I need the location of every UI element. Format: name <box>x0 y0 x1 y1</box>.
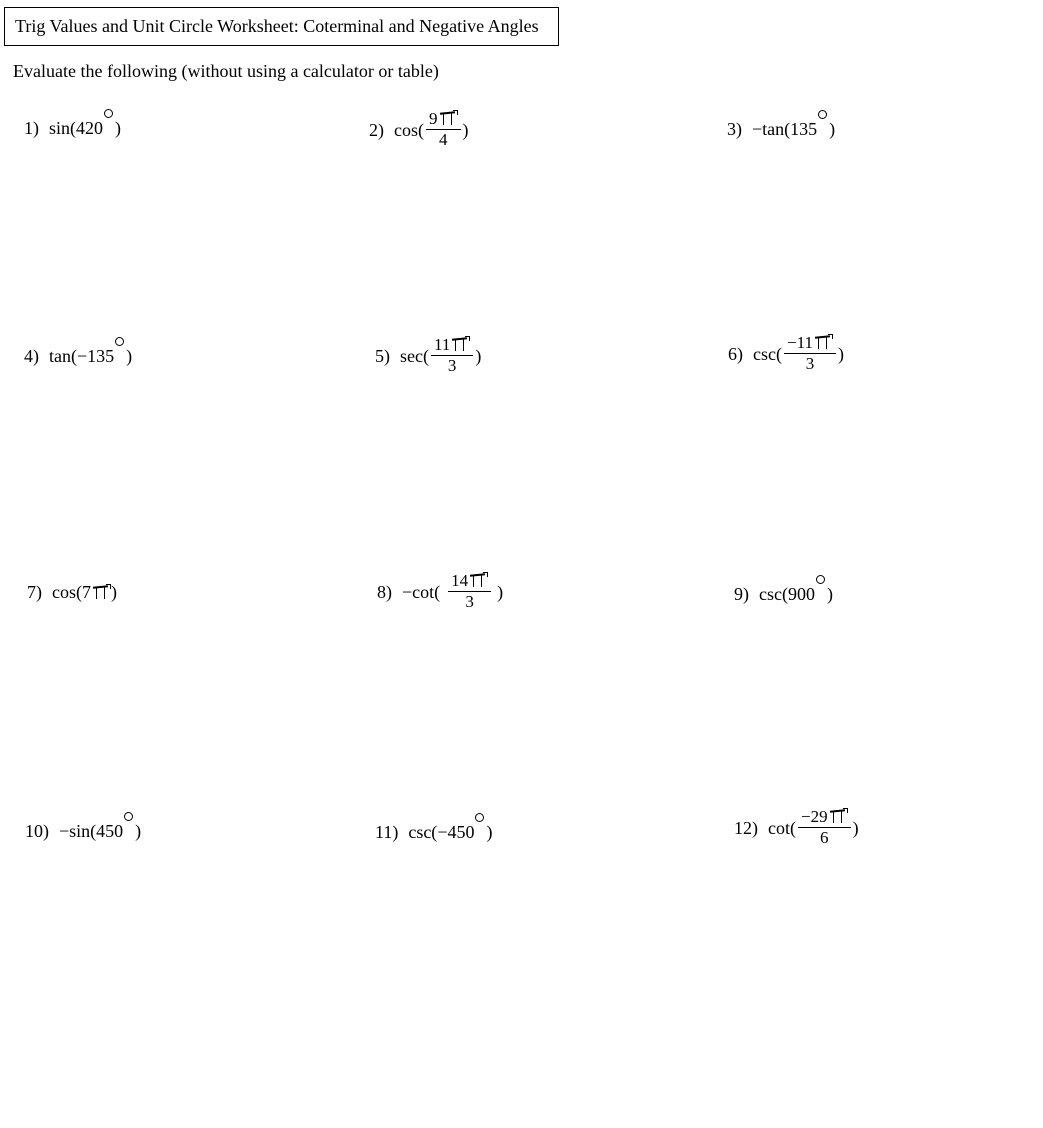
function-name: csc( <box>408 822 438 842</box>
pi-symbol <box>468 573 488 587</box>
function-name: −cot( <box>402 582 441 602</box>
angle-value: 450 <box>96 821 124 841</box>
fraction <box>431 336 473 376</box>
function-name: −sin( <box>59 821 97 841</box>
problem-9 <box>734 583 833 605</box>
numerator: −29 <box>800 807 828 826</box>
fraction <box>448 572 491 612</box>
close-paren: ) <box>126 346 133 366</box>
problem-3 <box>727 118 835 140</box>
worksheet-title: Trig Values and Unit Circle Worksheet: Coterminal and Negative Angles <box>4 7 559 46</box>
close-paren: ) <box>829 119 836 139</box>
degree-symbol <box>474 822 486 842</box>
degree-symbol <box>103 118 115 138</box>
problem-4 <box>24 345 132 367</box>
close-paren: ) <box>475 346 482 366</box>
angle-value: −135 <box>76 346 115 366</box>
problem-number: 7) <box>27 582 42 602</box>
problem-6 <box>728 334 844 374</box>
function-name: cos( <box>52 582 82 602</box>
denominator: 3 <box>465 592 474 611</box>
problem-number: 2) <box>369 120 384 140</box>
fraction <box>784 334 836 374</box>
problem-12 <box>734 808 859 848</box>
angle-value: 420 <box>76 118 103 138</box>
angle-value: 135 <box>790 119 818 139</box>
instructions: Evaluate the following (without using a calculator or table) <box>13 61 439 81</box>
degree-symbol <box>815 584 827 604</box>
function-name: sec( <box>400 346 429 366</box>
function-name: sin( <box>49 118 76 138</box>
degree-symbol <box>817 119 829 139</box>
close-paren: ) <box>837 344 844 364</box>
problem-number: 12) <box>734 818 758 838</box>
pi-symbol <box>828 809 848 823</box>
problem-8 <box>377 572 503 612</box>
pi-symbol <box>813 335 833 349</box>
numerator: 11 <box>433 335 451 354</box>
problem-2 <box>369 110 469 150</box>
close-paren: ) <box>486 822 493 842</box>
close-paren: ) <box>115 118 121 138</box>
numerator: −11 <box>786 333 813 352</box>
close-paren: ) <box>497 582 504 602</box>
close-paren: ) <box>826 584 833 604</box>
angle-value: −450 <box>437 822 475 842</box>
close-paren: ) <box>111 582 117 602</box>
denominator: 3 <box>805 354 815 373</box>
problem-1 <box>24 117 121 139</box>
denominator: 4 <box>439 130 448 149</box>
close-paren: ) <box>135 821 142 841</box>
close-paren: ) <box>852 818 859 838</box>
function-name: tan( <box>49 346 77 366</box>
function-name: cot( <box>768 818 796 838</box>
denominator: 6 <box>820 828 829 847</box>
angle-value: 900 <box>787 584 815 604</box>
coefficient: 7 <box>82 582 91 602</box>
problem-number: 5) <box>375 346 390 366</box>
close-paren: ) <box>462 120 469 140</box>
problem-number: 10) <box>25 821 49 841</box>
pi-symbol <box>438 111 458 125</box>
problem-number: 3) <box>727 119 742 139</box>
problem-7 <box>27 581 117 603</box>
problem-5 <box>375 336 481 376</box>
denominator: 3 <box>447 356 457 375</box>
pi-symbol <box>91 585 111 599</box>
problem-number: 1) <box>24 118 39 138</box>
pi-symbol <box>450 337 470 351</box>
fraction <box>426 110 461 150</box>
degree-symbol <box>123 821 135 841</box>
function-name: cos( <box>394 120 424 140</box>
problem-number: 9) <box>734 584 749 604</box>
degree-symbol <box>114 346 126 366</box>
problem-number: 4) <box>24 346 39 366</box>
numerator: 9 <box>429 109 438 128</box>
fraction <box>798 808 851 848</box>
problem-10 <box>25 820 141 842</box>
numerator: 14 <box>451 571 469 590</box>
function-name: csc( <box>753 344 782 364</box>
function-name: csc( <box>759 584 788 604</box>
problem-number: 6) <box>728 344 743 364</box>
problem-number: 11) <box>375 822 399 842</box>
problem-11 <box>375 821 492 843</box>
function-name: −tan( <box>752 119 791 139</box>
problem-number: 8) <box>377 582 392 602</box>
